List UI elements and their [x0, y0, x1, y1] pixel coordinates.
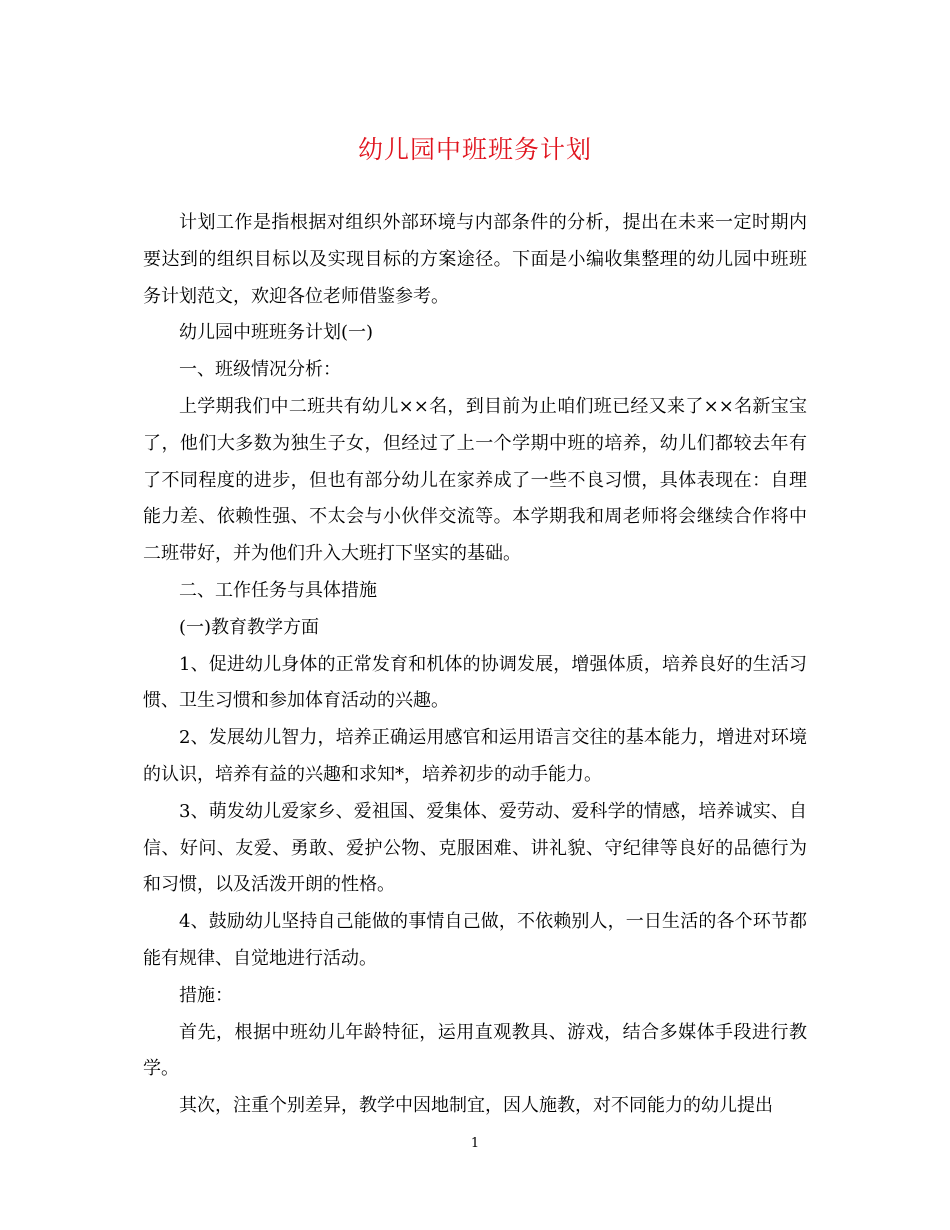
list-item: 4、鼓励幼儿坚持自己能做的事情自己做，不依赖别人，一日生活的各个环节都能有规律、自觉地进行活动。	[143, 911, 807, 969]
section-heading-plan-one: 幼儿园中班班务计划(一)	[179, 322, 374, 344]
class-analysis-paragraph: 上学期我们中二班共有幼儿××名，到目前为止咱们班已经又来了××名新宝宝了，他们大多数为独生子女，但经过了上一个学期中班的培养，幼儿们都较去年有了不同程度的进步，但也有部分幼儿在家养成了一些不良习惯，具体表现在：自理能力差、依赖性强、不太会与小伙伴交流等。本学期我和周老师将会继续合作将中二班带好，并为他们升入大班打下坚实的基础。	[143, 395, 807, 565]
intro-paragraph: 计划工作是指根据对组织外部环境与内部条件的分析，提出在未来一定时期内要达到的组织目标以及实现目标的方案途径。下面是小编收集整理的幼儿园中班班务计划范文，欢迎各位老师借鉴参考。	[143, 212, 807, 307]
measures-heading: 措施：	[179, 984, 233, 1006]
subsection-heading-teaching: (一)教育教学方面	[179, 616, 320, 638]
document-title: 幼儿园中班班务计划	[357, 135, 592, 164]
document-body	[143, 205, 807, 1125]
list-item: 3、萌发幼儿爱家乡、爱祖国、爱集体、爱劳动、爱科学的情感，培养诚实、自信、好问、友爱、勇敢、爱护公物、克服困难、讲礼貌、守纪律等良好的品德行为和习惯，以及活泼开朗的性格。	[143, 800, 807, 896]
section-heading-class-analysis: 一、班级情况分析：	[179, 359, 341, 381]
list-item: 2、发展幼儿智力，培养正确运用感官和运用语言交往的基本能力，增进对环境的认识，培养有益的兴趣和求知*，培养初步的动手能力。	[143, 727, 807, 785]
list-item: 1、促进幼儿身体的正常发育和机体的协调发展，增强体质，培养良好的生活习惯、卫生习惯和参加体育活动的兴趣。	[143, 653, 807, 712]
measures-paragraph: 首先，根据中班幼儿年龄特征，运用直观教具、游戏，结合多媒体手段进行教学。	[143, 1021, 807, 1080]
section-heading-tasks: 二、工作任务与具体措施	[179, 579, 377, 601]
measures-paragraph: 其次，注重个别差异，教学中因地制宜，因人施教，对不同能力的幼儿提出	[179, 1095, 773, 1117]
page-number: 1	[470, 1136, 480, 1151]
